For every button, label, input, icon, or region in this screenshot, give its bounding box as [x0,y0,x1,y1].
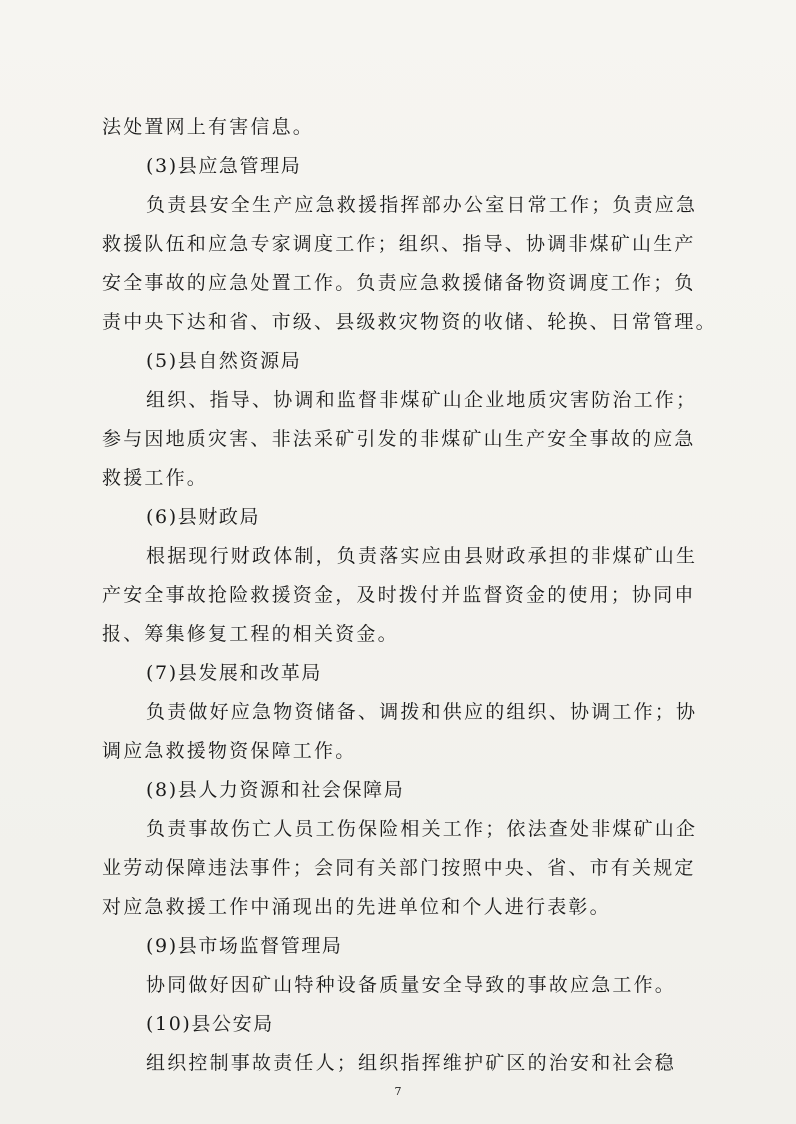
text-line: 对应急救援工作中涌现出的先进单位和个人进行表彰。 [102,896,611,918]
text-line: 组织、指导、协调和监督非煤矿山企业地质灾害防治工作； [146,389,698,411]
text-line: 负责县安全生产应急救援指挥部办公室日常工作；负责应急 [146,194,698,216]
section-heading: (9)县市场监督管理局 [146,935,343,957]
section-heading: (7)县发展和改革局 [146,662,322,684]
section-heading: (10)县公安局 [146,1013,274,1035]
text-line: 救援工作。 [102,467,209,489]
text-line: 业劳动保障违法事件；会同有关部门按照中央、省、市有关规定 [102,857,696,879]
section-heading: (6)县财政局 [146,506,261,528]
text-line: 协同做好因矿山特种设备质量安全导致的事故应急工作。 [146,974,677,996]
text-line: 安全事故的应急处置工作。负责应急救援储备物资调度工作；负 [102,272,696,294]
section-heading: (5)县自然资源局 [146,350,302,372]
text-line: 责中央下达和省、市级、县级救灾物资的收储、轮换、日常管理。 [102,311,717,333]
text-line: 产安全事故抢险救援资金，及时拨付并监督资金的使用；协同申 [102,584,696,606]
section-heading: (3)县应急管理局 [146,155,302,177]
text-line: 救援队伍和应急专家调度工作；组织、指导、协调非煤矿山生产 [102,233,696,255]
text-line: 参与因地质灾害、非法采矿引发的非煤矿山生产安全事故的应急 [102,428,696,450]
text-line: 组织控制事故责任人；组织指挥维护矿区的治安和社会稳 [146,1052,677,1074]
section-heading: (8)县人力资源和社会保障局 [146,779,405,801]
text-line: 法处置网上有害信息。 [102,116,315,138]
text-line: 根据现行财政体制，负责落实应由县财政承担的非煤矿山生 [146,545,698,567]
text-line: 负责事故伤亡人员工伤保险相关工作；依法查处非煤矿山企 [146,818,698,840]
page-number: 7 [394,1085,402,1098]
text-line: 调应急救援物资保障工作。 [102,740,357,762]
text-line: 负责做好应急物资储备、调拨和供应的组织、协调工作；协 [146,701,698,723]
text-line: 报、筹集修复工程的相关资金。 [102,623,399,645]
